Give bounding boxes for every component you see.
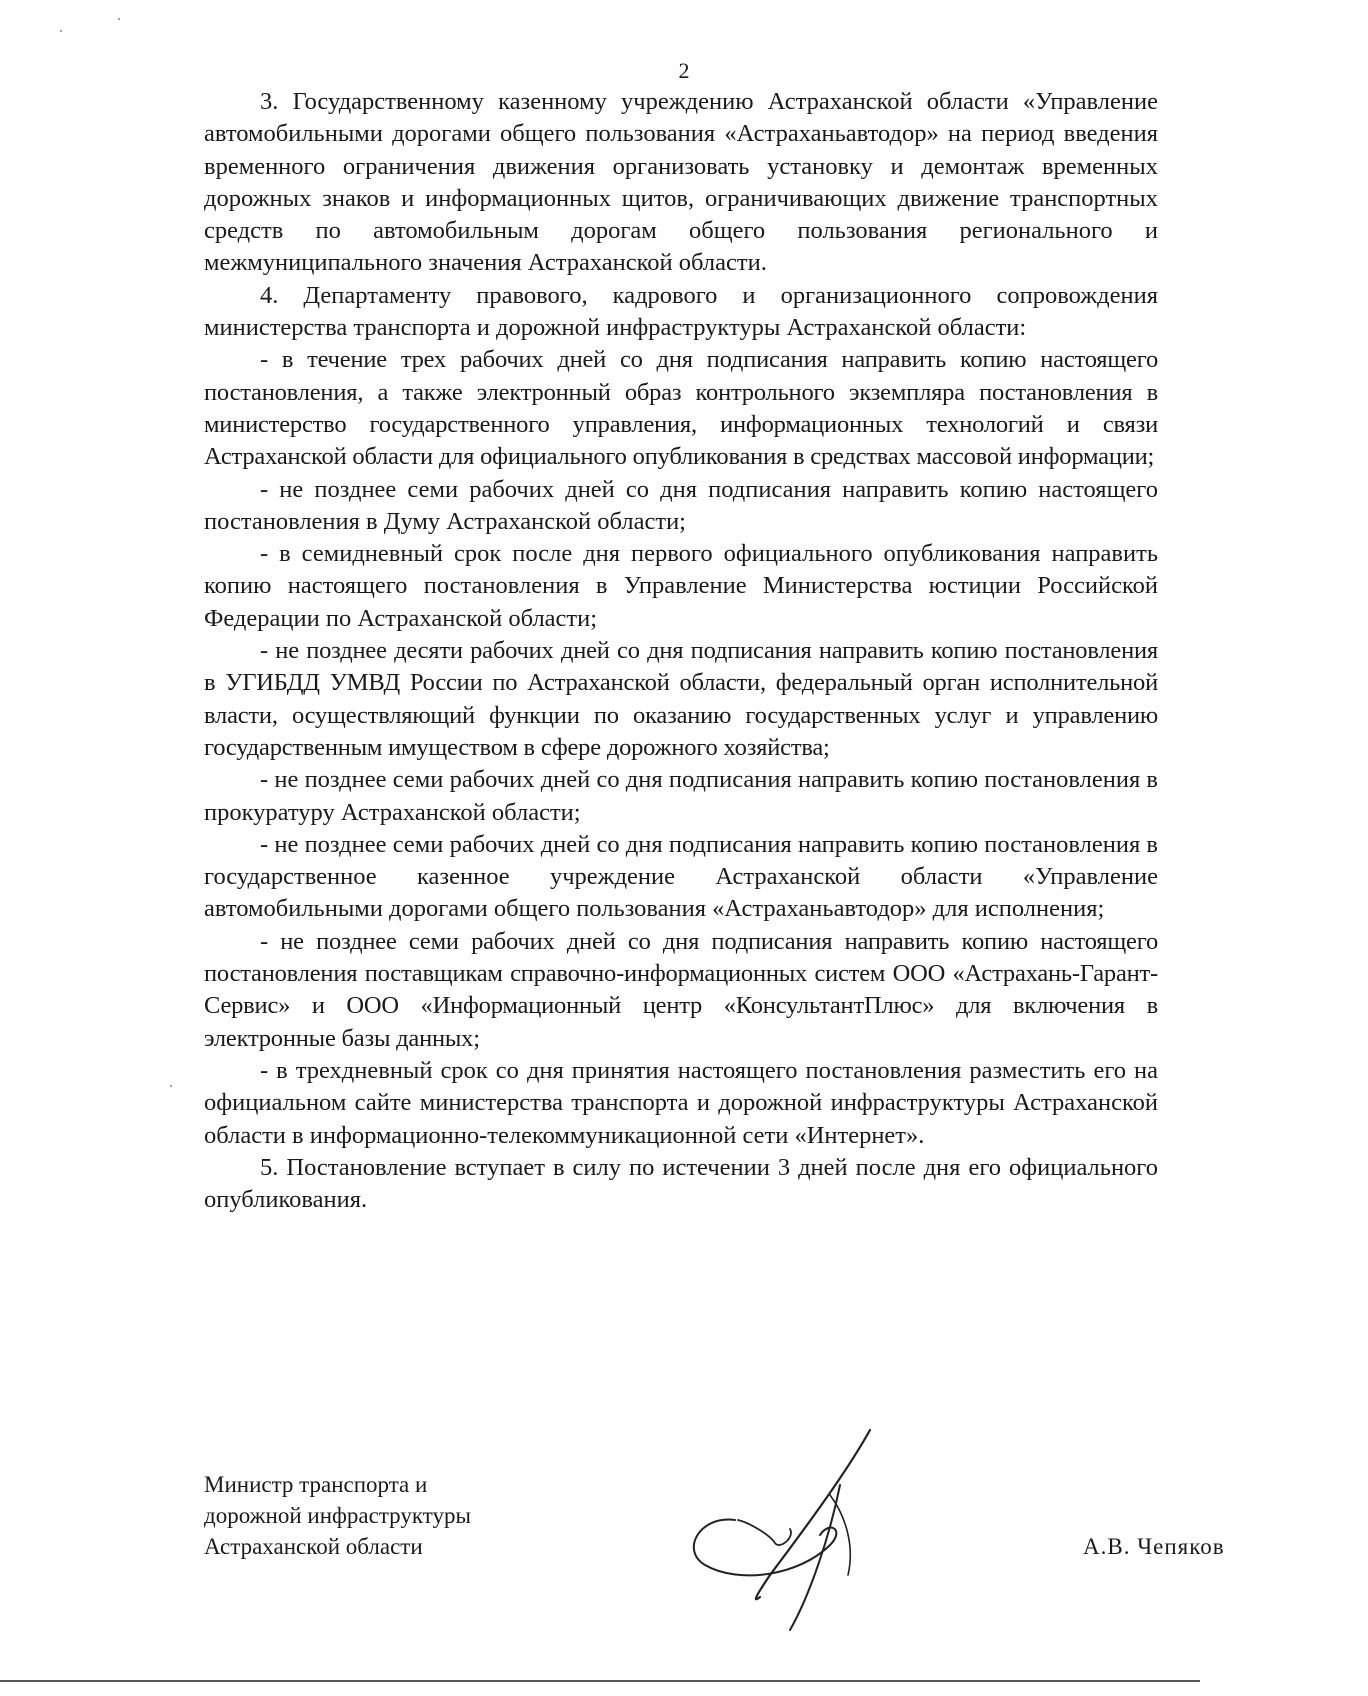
scan-speck [118,18,120,20]
list-item: - в трехдневный срок со дня принятия настоящего постановления разместить его на официальном сайте министерства транспорта и дорожной инфраструктуры Астраханской области в информационно-телекоммуникационной сети «Интернет». [204,1056,1158,1149]
scan-edge-line [0,1680,1200,1682]
document-body [204,86,1158,1216]
paragraph-5: 5. Постановление вступает в силу по истечении 3 дней после дня его официального опубликования. [204,1153,1158,1214]
list-item: - не позднее семи рабочих дней со дня подписания направить копию постановления в прокуратуру Астраханской области; [204,766,1158,826]
signatory-title-line: Министр транспорта и [204,1472,428,1497]
paragraph-3: 3. Государственному казенному учреждению Астраханской области «Управление автомобильными дорогами общего пользования «Астраханьавтодор» на период введения временного ограничения движения организовать установку и демонтаж временных дорожных знаков и информационных щитов, ограничивающих движение транспортных средств по автомобильным дорогам общего пользования регионального и межмуниципального значения Астраханской области. [204,88,1158,277]
signatory-title-line: дорожной инфраструктуры [204,1503,471,1528]
list-item: - в течение трех рабочих дней со дня подписания направить копию настоящего постановления, а также электронный образ контрольного экземпляра постановления в министерство государственного управления, информационных технологий и связи Астраханской области для официального опубликования в средствах массовой информации; [204,346,1158,471]
page-number: 2 [678,58,690,83]
list-item: - не позднее семи рабочих дней со дня подписания направить копию настоящего постановления в Думу Астраханской области; [204,475,1158,535]
scan-speck [60,30,62,32]
list-item: - не позднее семи рабочих дней со дня подписания направить копию настоящего постановления поставщикам справочно-информационных систем ООО «Астрахань-Гарант-Сервис» и ООО «Информационный центр «КонсультантПлюс» для включения в электронные базы данных; [204,927,1158,1052]
signatory-title-line: Астраханской области [204,1534,423,1559]
signatory-title [204,1469,471,1562]
paragraph-4: 4. Департаменту правового, кадрового и организационного сопровождения министерства транспорта и дорожной инфраструктуры Астраханской области: [204,281,1158,342]
signer-name: А.В. Чепяков [1083,1534,1225,1559]
list-item: - в семидневный срок после дня первого официального опубликования направить копию настоящего постановления в Управление Министерства юстиции Российской Федерации по Астраханской области; [204,540,1158,632]
handwritten-signature [680,1425,920,1640]
list-item: - не позднее десяти рабочих дней со дня подписания направить копию постановления в УГИБДД УМВД России по Астраханской области, федеральный орган исполнительной власти, осуществляющий функции по оказанию государственных услуг и управлению государственным имуществом в сфере дорожного хозяйства; [204,637,1158,761]
list-item: - не позднее семи рабочих дней со дня подписания направить копию постановления в государственное казенное учреждение Астраханской области «Управление автомобильными дорогами общего пользования «Астраханьавтодор» для исполнения; [204,830,1158,923]
scan-speck [170,1085,172,1087]
